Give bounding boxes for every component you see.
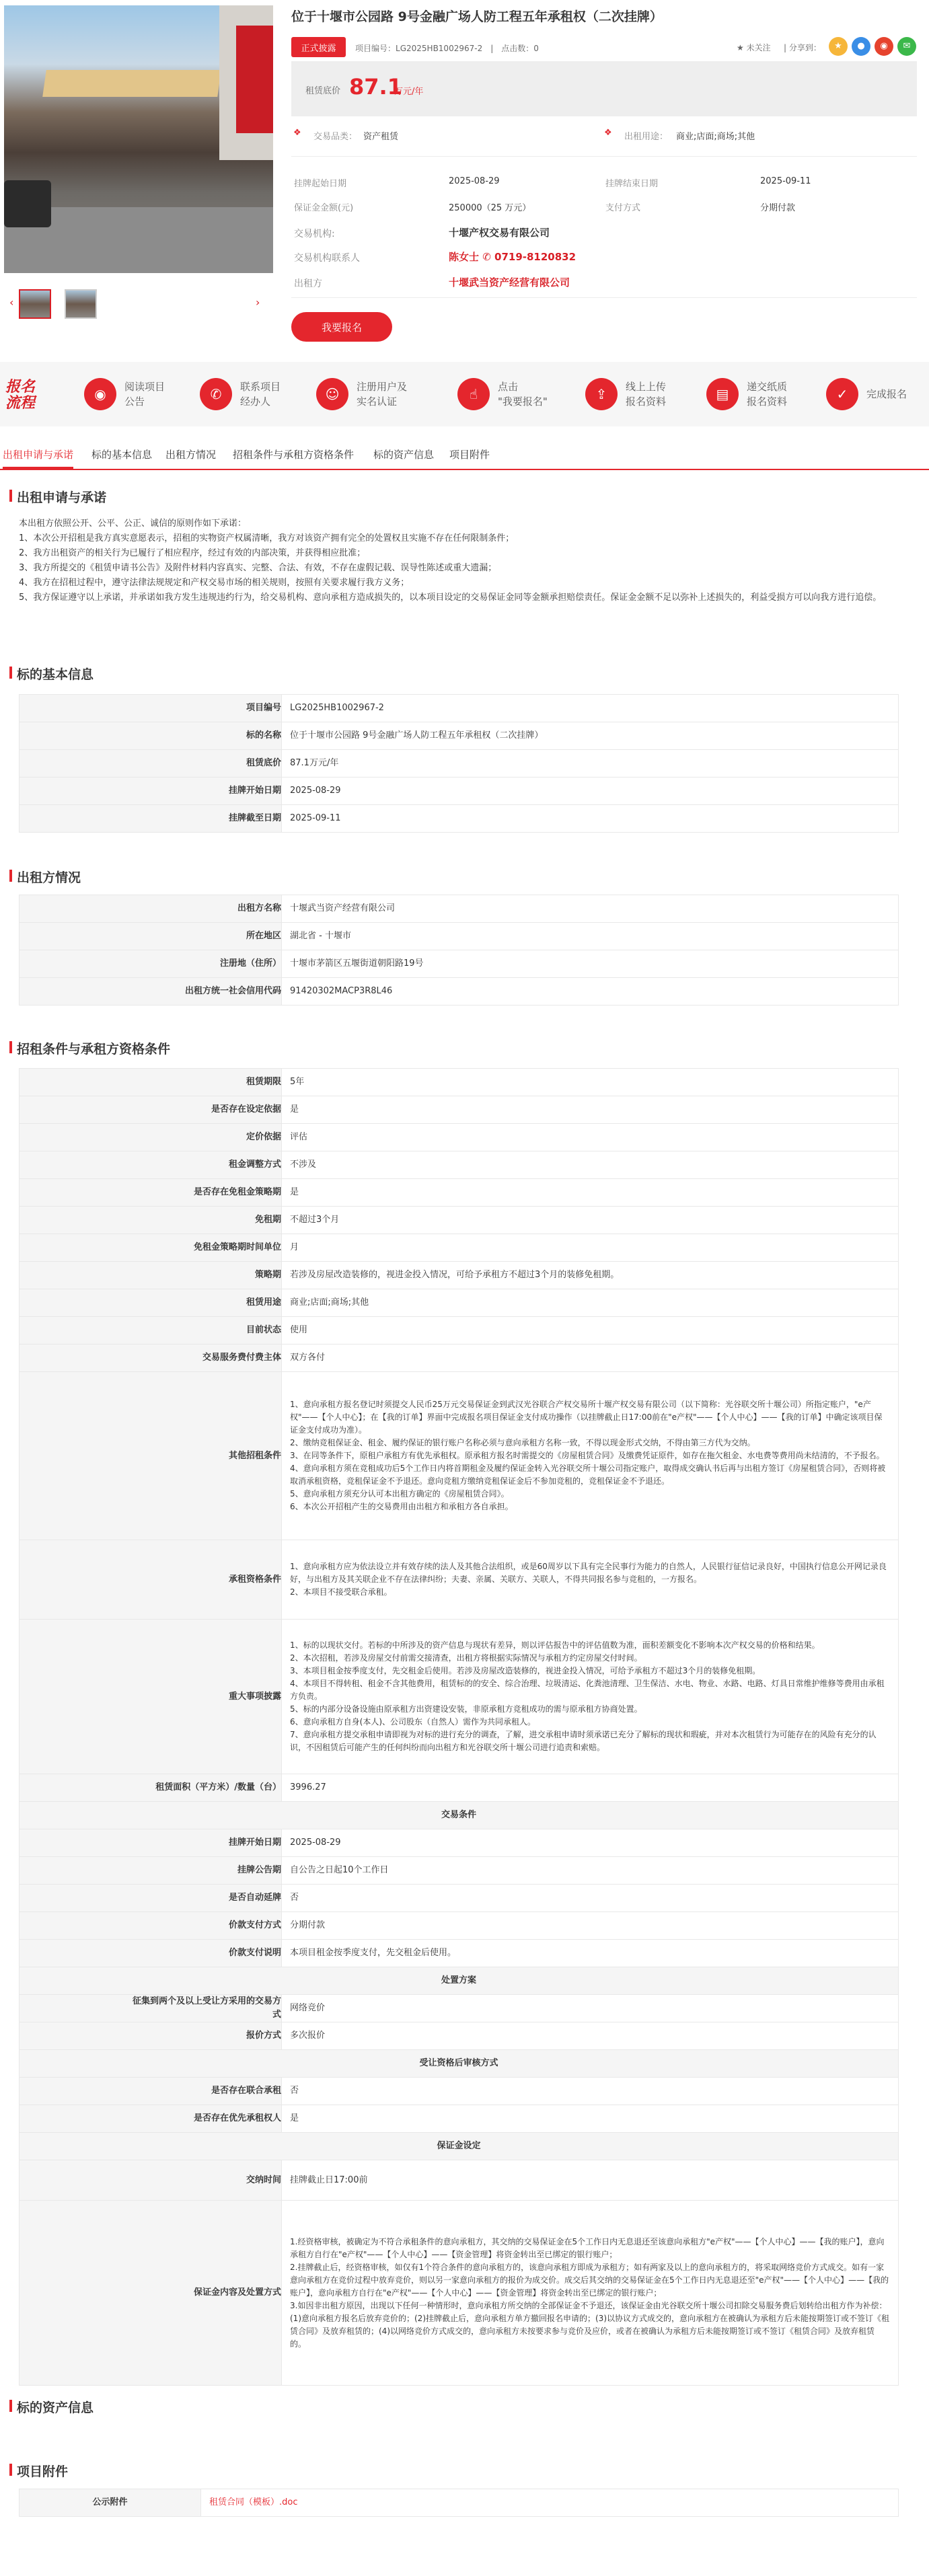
asset-type-value: 资产租赁 [363, 132, 399, 142]
table-row: 标的名称 位于十堰市公园路 9号金融广场人防工程五年承租权（二次挂牌） [20, 722, 899, 750]
paper-icon: ▤ [706, 378, 739, 410]
tab-lessor[interactable]: 出租方情况 [165, 449, 217, 461]
table-row: 免租金策略期时间单位 月 [20, 1234, 899, 1262]
project-no: 项目编号：LG2025HB1002967-2 | 点击数：0 [355, 44, 539, 53]
phone-icon: ✆ [200, 378, 232, 410]
prev-arrow-icon[interactable]: ‹ [9, 296, 14, 309]
section-title-asset-info: 标的资产信息 [17, 2398, 94, 2416]
registration-flow [0, 362, 929, 426]
table-row: 定价依据 评估 [20, 1124, 899, 1151]
section-tabs [0, 441, 929, 470]
page-title: 位于十堰市公园路 9号金融广场人防工程五年承租权（二次挂牌） [291, 9, 663, 24]
section-title-conditions: 招租条件与承租方资格条件 [17, 1039, 170, 1057]
project-photo[interactable] [4, 5, 273, 273]
basic-info-table [19, 694, 899, 833]
price-label: 租赁底价 [305, 86, 341, 96]
hand-click-icon: ☝ [457, 378, 490, 410]
asset-type-label: 交易品类： [313, 132, 358, 142]
section-title-application: 出租申请与承诺 [17, 488, 106, 506]
thumbnail-2[interactable] [65, 289, 97, 319]
user-icon: ☺ [316, 378, 348, 410]
apply-button[interactable]: 我要报名 [291, 312, 392, 342]
lessor-table [19, 895, 899, 1006]
group-header: 交易条件 [20, 1802, 899, 1829]
table-row: 征集到两个及以上受让方采用的交易方式 网络竞价 [20, 1995, 899, 2022]
flow-step-3 [316, 375, 407, 413]
use-label: 出租用途： [624, 132, 669, 142]
document-icon: ◉ [84, 378, 116, 410]
price-unit: 万元/年 [394, 87, 424, 97]
flow-step-label: 点击 "我要报名" [498, 381, 548, 408]
tab-attachments[interactable]: 项目附件 [449, 449, 490, 461]
thumbnail-1[interactable] [19, 289, 51, 319]
group-header: 保证金设定 [20, 2133, 899, 2160]
follow-button[interactable]: ★ 未关注 [737, 43, 771, 52]
attachments-table [19, 2489, 899, 2517]
table-row: 承租资格条件 1、意向承租方应为依法设立并有效存续的法人及其他合法组织，或是60周岁以下具有完全民事行为能力的自然人，人民银行征信记录良好，中国执行信息公开网记录良好，与出租方及其关联企业不存在法律纠纷；夫妻、亲属、关联方、关联人，不得共同报名参与竞租的，一方报名。 2、本项目不接受联合承租。 [20, 1540, 899, 1620]
qq-icon[interactable]: ● [852, 37, 870, 56]
table-row: 是否自动延牌 否 [20, 1885, 899, 1912]
table-row: 出租方统一社会信用代码 91420302MACP3R8L46 [20, 978, 899, 1006]
flow-step-5 [585, 375, 666, 413]
table-row: 租赁期限 5年 [20, 1069, 899, 1096]
table-row: 价款支付说明 本项目租金按季度支付，先交租金后使用。 [20, 1940, 899, 1967]
table-row: 挂牌公告期 自公告之日起10个工作日 [20, 1857, 899, 1885]
attachment-link[interactable]: 租赁合同（模板）.doc [209, 2497, 298, 2507]
group-header: 受让资格后审核方式 [20, 2050, 899, 2078]
table-row: 租赁用途 商业;店面;商场;其他 [20, 1289, 899, 1317]
flow-step-label: 阅读项目 公告 [124, 381, 165, 408]
table-row: 租赁面积（平方米）/数量（台） 3996.27 [20, 1774, 899, 1802]
conditions-table [19, 1068, 899, 2386]
table-row: 租金调整方式 不涉及 [20, 1151, 899, 1179]
start-value: 2025-08-29 [449, 176, 500, 186]
share-label: | 分享到： [784, 43, 821, 52]
tab-asset-info[interactable]: 标的资产信息 [373, 449, 435, 461]
flow-step-6 [706, 375, 787, 413]
tab-conditions[interactable]: 招租条件与承租方资格条件 [233, 449, 355, 461]
flow-step-label: 线上上传 报名资料 [626, 381, 667, 408]
table-row: 保证金内容及处置方式 1.经资格审核，被确定为不符合承租条件的意向承租方，其交纳的交易保证金在5个工作日内无息退还至该意向承租方"e产权"——【个人中心】——【我的账户】，意向承租方自行在"e产权"——【个人中心】——【资金管理】将资金转出至已绑定的银行账户； 2.挂牌截止后，经资格审核，如仅有1个符合条件的意向承租方的，该意向承租方即成为承租方；如有两家及以上的意向承租方的，将采取网络竞价方式成交。如有一家意向承租方在竞价过程中放弃竞价，则以另一家意向承租方的报价为成交价。成交后其交纳的交易保证金在5个工作日内无息退还至"e产权"——【个人中心】——【我的账户】，意向承租方自行在"e产权"——【个人中心】——【资金管理】将资金转出至已绑定的银行账户； 3.如因非出租方原因，出现以下任何一种情形时，意向承租方所交纳的全部保证金不予退还，该保证金由光谷联交所十堰公司扣除交易服务费后划转给出租方作为补偿：(1)意向承租方报名后放弃竞价的；(2)挂牌截止后，意向承租方单方撤回报名申请的；(3)以协议方式成交的，意向承租方在被确认为承租方后未能按期签订或不签订《租赁合同》及放弃租赁的；(4)以网络竞价方式成交的，意向承租方未按要求参与竞价及应价，或者在被确认为承租方后未能按期签订或不签订《租赁合同》及放弃租赁的。 [20, 2201, 899, 2386]
table-row: 挂牌截至日期 2025-09-11 [20, 805, 899, 833]
tab-basic-info[interactable]: 标的基本信息 [91, 449, 153, 461]
pay-label: 支付方式 [605, 203, 641, 213]
wechat-icon[interactable]: ✉ [897, 37, 916, 56]
org-value: 十堰产权交易有限公司 [449, 227, 550, 239]
table-row: 是否存在免租金策略期 是 [20, 1179, 899, 1207]
section-title-lessor: 出租方情况 [17, 868, 81, 886]
flow-step-label: 递交纸质 报名资料 [747, 381, 788, 408]
category-icon: ❖ [293, 128, 301, 138]
table-row: 策略期 若涉及房屋改造装修的，视进金投入情况，可给予承租方不超过3个月的装修免租期。 [20, 1262, 899, 1289]
flow-step-label: 注册用户及 实名认证 [357, 381, 408, 408]
qzone-icon[interactable]: ★ [829, 37, 848, 56]
table-row: 出租方名称 十堰武当资产经营有限公司 [20, 895, 899, 923]
price-box [291, 61, 917, 116]
flow-step-1 [84, 375, 165, 413]
deposit-label: 保证金金额(元) [294, 203, 354, 213]
flow-step-4 [457, 375, 548, 413]
org-label: 交易机构: [294, 229, 335, 239]
application-text: 本出租方依照公开、公平、公正、诚信的原则作如下承诺： 1、本次公开招租是我方真实意愿表示，招租的实物资产权属清晰，我方对该资产拥有完全的处置权且实施不存在任何限制条件； 2、我方出租资产的相关行为已履行了相应程序，经过有效的内部决策，并获得相应批准； 3、我方所提交的《租赁申请书公告》及附件材料内容真实、完整、合法、有效，不存在虚假记载、误导性陈述或重大遗漏； 4、我方在招租过程中，遵守法律法规规定和产权交易市场的相关规则，按照有关要求履行我方义务； 5、我方保证遵守以上承诺，并承诺如我方发生违规违约行为，给交易机构、意向承租方造成损失的，以本项目设定的交易保证金同等金额承担赔偿责任。保证金金额不足以弥补上述损失的，利益受损方可以向我方进行追偿。 [19, 519, 882, 603]
table-row: 是否存在优先承租权人 是 [20, 2105, 899, 2133]
table-row: 挂牌开始日期 2025-08-29 [20, 1829, 899, 1857]
lessor-value: 十堰武当资产经营有限公司 [449, 276, 570, 289]
status-badge: 正式披露 [291, 37, 346, 57]
table-row: 目前状态 使用 [20, 1317, 899, 1344]
group-header: 处置方案 [20, 1967, 899, 1995]
end-value: 2025-09-11 [760, 176, 811, 186]
lessor-label: 出租方 [294, 278, 322, 289]
table-row: 重大事项披露 1、标的以现状交付。若标的中所涉及的资产信息与现状有差异，则以评估报告中的评估值数为准，面积差额变化不影响本次产权交易的价格和结果。 2、本次招租，若涉及房屋交付前需交接清查，出租方将根据实际情况与承租方约定房屋交付时间。 3、本项目租金按季度支付，先交租金后使用。若涉及房屋改造装修的，视进金投入情况，可给予承租方不超过3个月的装修免租期。 4、本项目不得转租、租金不含其他费用，租赁标的的安全、综合治理、垃圾清运、化粪池清理、卫生保洁、水电、物业、水路、电路、灯具日常维护维修等费用由承租方负责。 5、标的内部分设备设施由原承租方出资建设安装，非原承租方竞租成功的需与原承租方协商处置。 6、意向承租方自身(本人)、公司股东（自然人）需作为共同承租人。 7、意向承租方提交承租申请即视为对标的进行充分的调查，了解，进交承租申请时须承诺已充分了解标的现状和瑕疵，并对本次租赁行为可能存在的风险有充分的认识，不因租赁后可能产生的任何纠纷而向出租方和光谷联交所十堰公司进行追责和索赔。 [20, 1620, 899, 1774]
table-row: 注册地（住所） 十堰市茅箭区五堰街道朝阳路19号 [20, 950, 899, 978]
start-label: 挂牌起始日期 [294, 179, 347, 189]
flow-step-2 [200, 375, 281, 413]
contact-value: 陈女士 ✆ 0719-8120832 [449, 251, 577, 263]
weibo-icon[interactable]: ◉ [875, 37, 893, 56]
table-row: 挂牌开始日期 2025-08-29 [20, 778, 899, 805]
table-row: 公示附件 租赁合同（模板）.doc [20, 2489, 899, 2517]
next-arrow-icon[interactable]: › [256, 296, 260, 309]
table-row: 免租期 不超过3个月 [20, 1207, 899, 1234]
upload-icon: ⇪ [585, 378, 618, 410]
contact-label: 交易机构联系人 [294, 253, 360, 264]
table-row: 项目编号 LG2025HB1002967-2 [20, 695, 899, 722]
table-row: 所在地区 湖北省 - 十堰市 [20, 923, 899, 950]
table-row: 交纳时间 挂牌截止日17:00前 [20, 2160, 899, 2201]
check-icon: ✓ [826, 378, 858, 410]
table-row: 交易服务费付费主体 双方各付 [20, 1344, 899, 1372]
deposit-value: 250000（25 万元） [449, 203, 531, 213]
section-title-attachments: 项目附件 [17, 2462, 68, 2480]
flow-logo: 报名 流程 [5, 379, 36, 412]
flow-step-label: 联系项目 经办人 [240, 381, 281, 408]
use-value: 商业;店面;商场;其他 [676, 132, 755, 142]
flow-step-7 [826, 375, 907, 413]
table-row: 其他招租条件 1、意向承租方报名登记时须提交人民币25万元交易保证金到武汉光谷联合产权交易所十堰产权交易有限公司（以下简称：光谷联交所十堰公司）所指定账户，"e产权"——【个人中心】；在【我的订单】界面中完成报名项目保证金支付成功操作（以挂牌截止日17:00前在"e产权"——【个人中心】——【我的订单】中确定该项目保证金支付成功为准）。 2、缴纳竞租保证金、租金、履约保证的银行账户名称必须与意向承租方名称一致，不得以现金形式交纳，不得由第三方代为交纳。 3、在同等条件下，原租户承租方有优先承租权。原承租方报名时需提交的《房屋租赁合同》及缴费凭证原件，如存在拖欠租金、水电费等费用尚未结清的，不予报名。 4、意向承租方须在竞租成功后5个工作日内将首期租金及履约保证金转入光谷联交所十堰公司指定账户，取得成交确认书后再与出租方签订《房屋租赁合同》，否则将被取消承租资格，竞租保证金不予退还。意向竞租方缴纳竞租保证金后不参加竞租的，竞租保证金不予退还。 5、意向承租方须充分认可本出租方确定的《房屋租赁合同》。 6、本次公开招租产生的交易费用由出租方和承租方各自承担。 [20, 1372, 899, 1540]
flow-step-label: 完成报名 [866, 388, 907, 400]
table-row: 价款支付方式 分期付款 [20, 1912, 899, 1940]
pay-value: 分期付款 [760, 203, 796, 213]
section-title-basic-info: 标的基本信息 [17, 665, 94, 683]
table-row: 租赁底价 87.1万元/年 [20, 750, 899, 778]
table-row: 报价方式 多次报价 [20, 2022, 899, 2050]
table-row: 是否存在设定依据 是 [20, 1096, 899, 1124]
price-value: 87.1 [349, 74, 402, 100]
table-row: 是否存在联合承租 否 [20, 2078, 899, 2105]
tab-application[interactable]: 出租申请与承诺 [3, 447, 73, 469]
use-icon: ❖ [604, 128, 612, 138]
end-label: 挂牌结束日期 [605, 179, 659, 189]
